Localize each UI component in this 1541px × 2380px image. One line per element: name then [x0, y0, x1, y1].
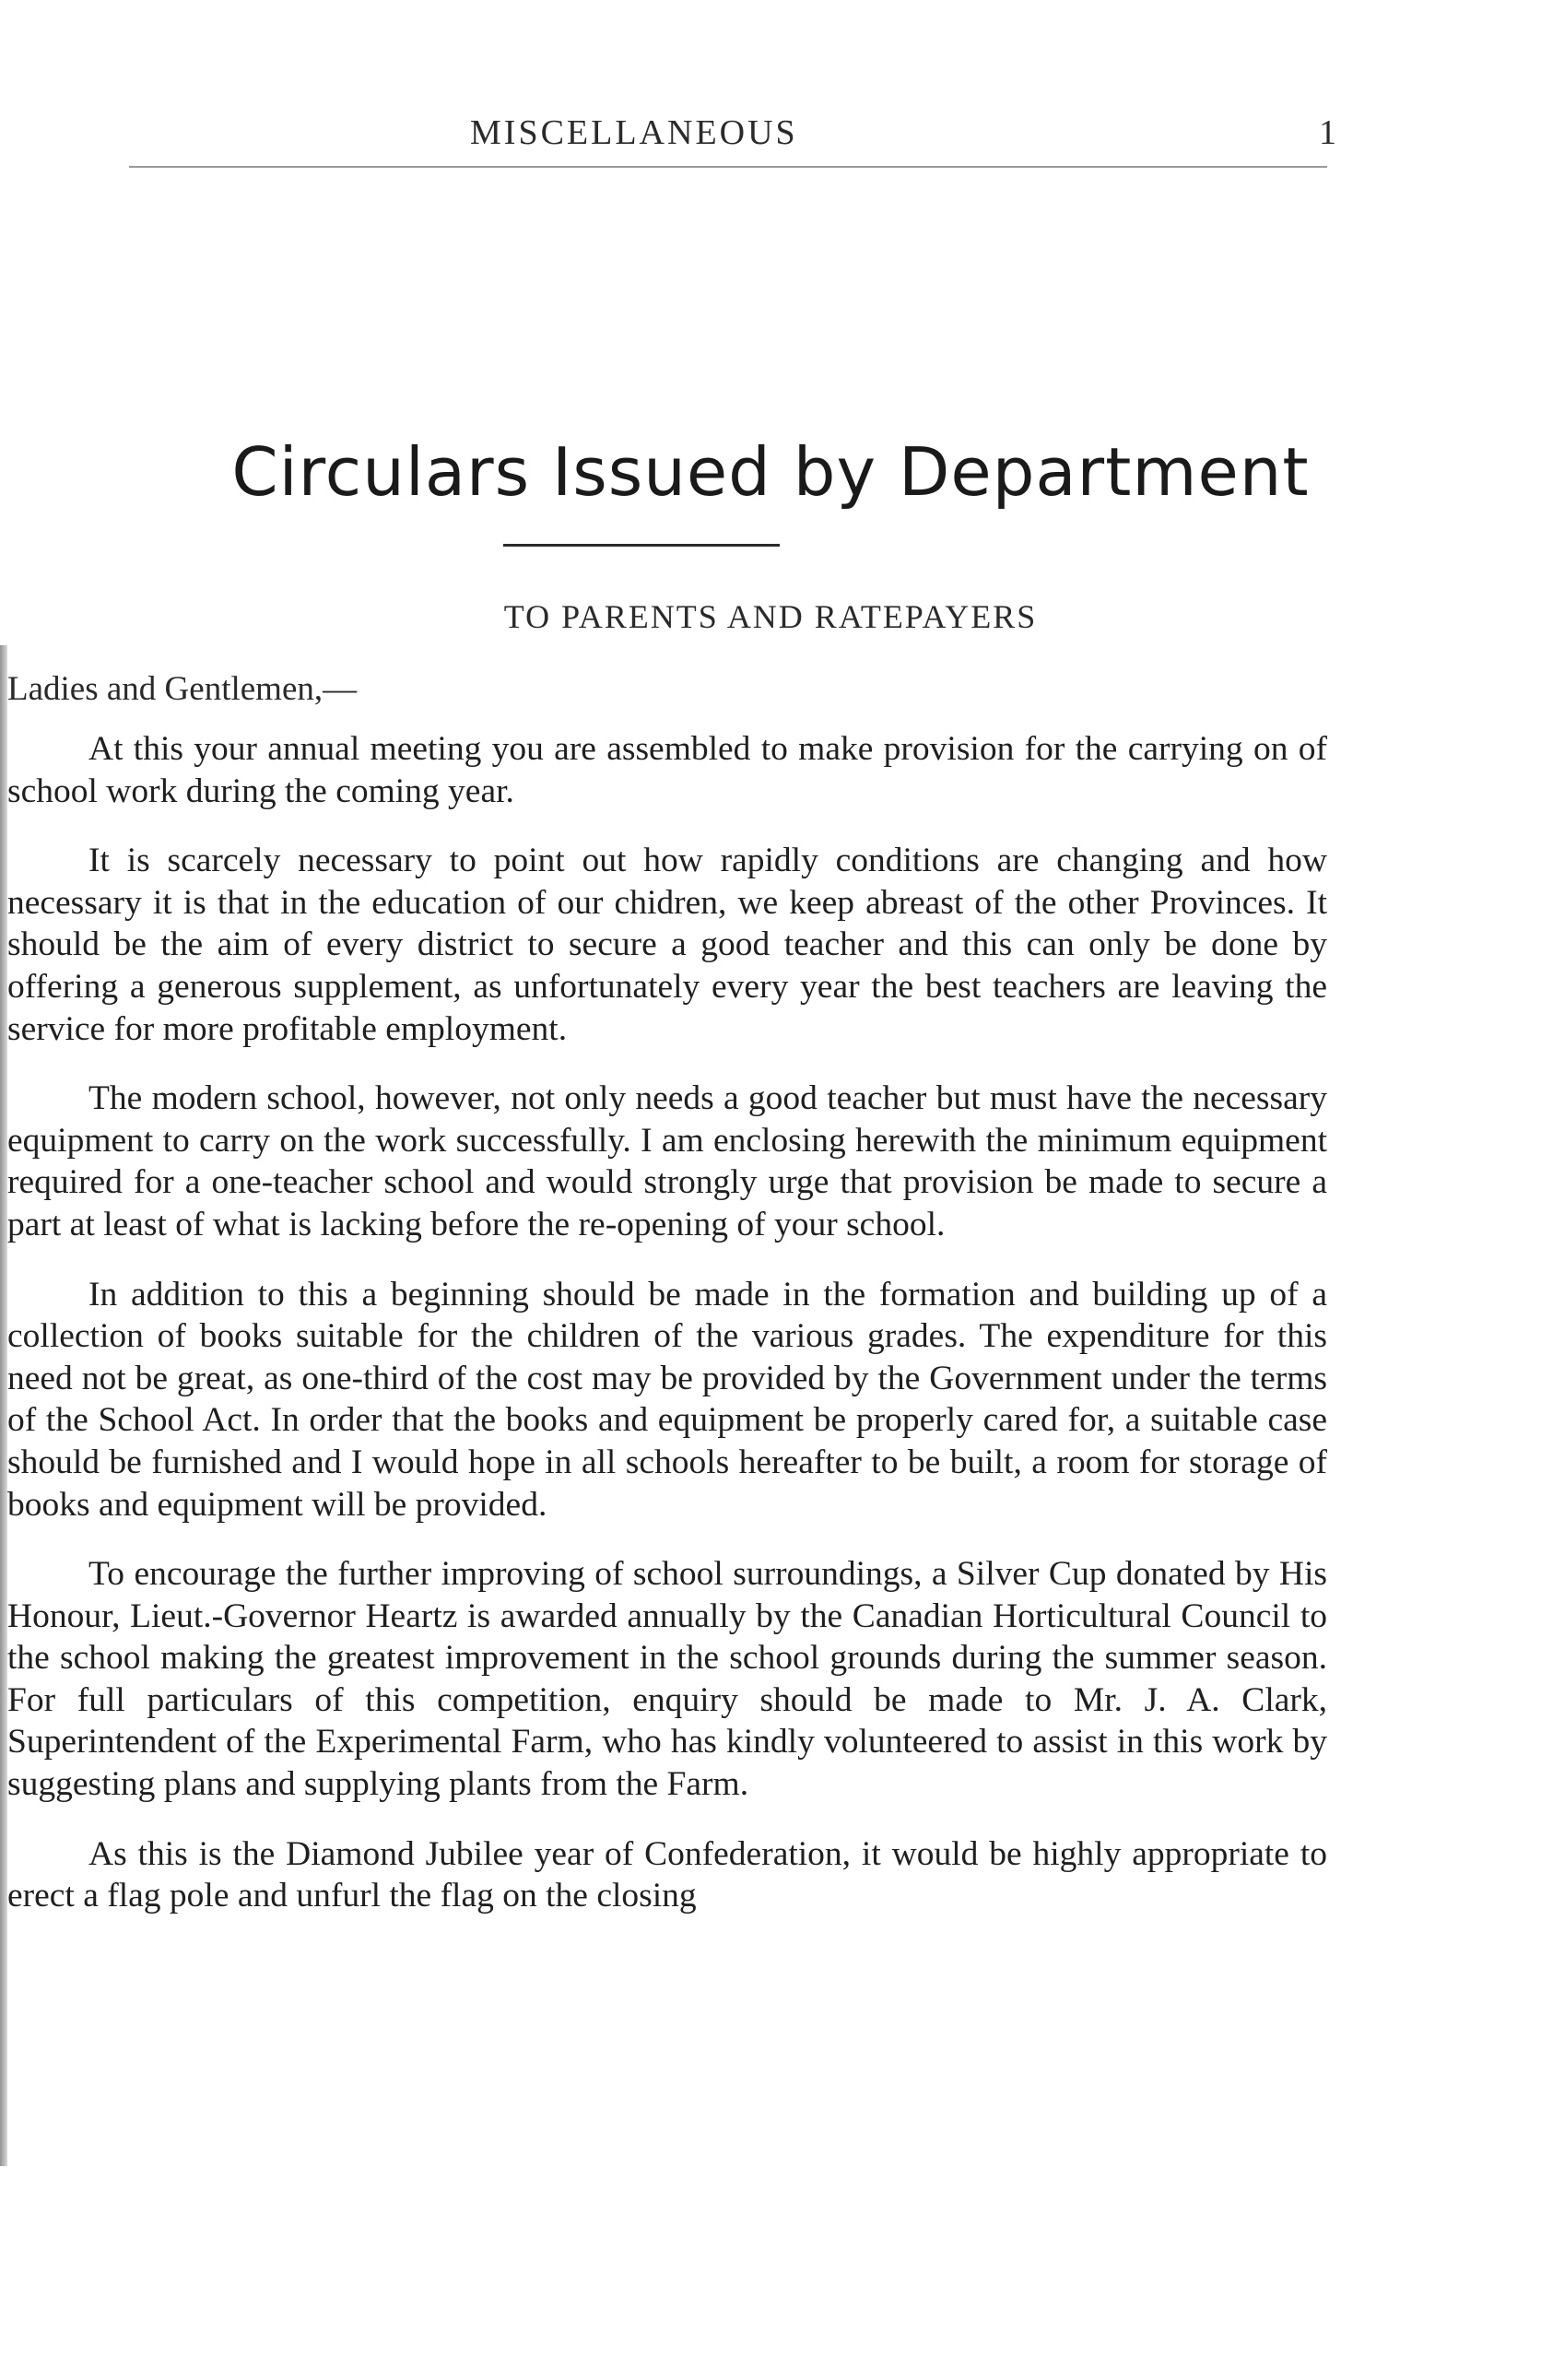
- page-number: 1: [1319, 113, 1336, 152]
- page-binding-edge: [0, 645, 7, 2166]
- running-header: [129, 112, 1346, 168]
- body-text: [7, 728, 1327, 1917]
- paragraph: In addition to this a beginning should be made in the formation and building up of a collection of books suitable for the children of the various grades. The expenditure for this need not be great, as one-third of the cost may be provided by the Government under the terms of the School Act. In order that the books and equipment be properly cared for, a suitable case should be furnished and I would hope in all schools hereafter to be built, a room for storage of books and equipment will be provided.: [7, 1275, 1327, 1524]
- paragraph: As this is the Diamond Jubilee year of Confederation, it would be highly appropriate to erect a flag pole and unfurl the flag on the closing: [7, 1834, 1327, 1915]
- paragraph: At this your annual meeting you are assembled to make provision for the carrying on of school work during the coming year.: [7, 730, 1327, 810]
- section-subheading: TO PARENTS AND RATEPAYERS: [503, 598, 1038, 635]
- header-rule: [129, 166, 1327, 168]
- running-title: MISCELLANEOUS: [470, 113, 798, 152]
- paragraph: It is scarcely necessary to point out how rapidly conditions are changing and how necessary it is that in the education of our chidren, we keep abreast of the other Provinces. It should be the aim of every district to secure a good teacher and this can only be done by offering a generous supplement, as unfortunately every year the best teachers are leaving the service for more profitable employment.: [7, 842, 1327, 1048]
- title-divider: [503, 544, 780, 547]
- salutation: Ladies and Gentlemen,—: [7, 670, 358, 708]
- page-title: Circulars Issued by Department: [231, 433, 1310, 511]
- paragraph: To encourage the further improving of school surroundings, a Silver Cup donated by His Honour, Lieut.-Governor Heartz is awarded annually by the Canadian Horticultural Council to the school making the greatest improvement in the school grounds during the summer season. For full particulars of this competition, enquiry should be made to Mr. J. A. Clark, Superintendent of the Experimental Farm, who has kindly volunteered to assist in this work by suggesting plans and supplying plants from the Farm.: [7, 1555, 1327, 1804]
- paragraph: The modern school, however, not only needs a good teacher but must have the necessary equipment to carry on the work successfully. I am enclosing herewith the minimum equipment required for a one-teacher school and would strongly urge that provision be made to secure a part at least of what is lacking before the re-opening of your school.: [7, 1079, 1327, 1243]
